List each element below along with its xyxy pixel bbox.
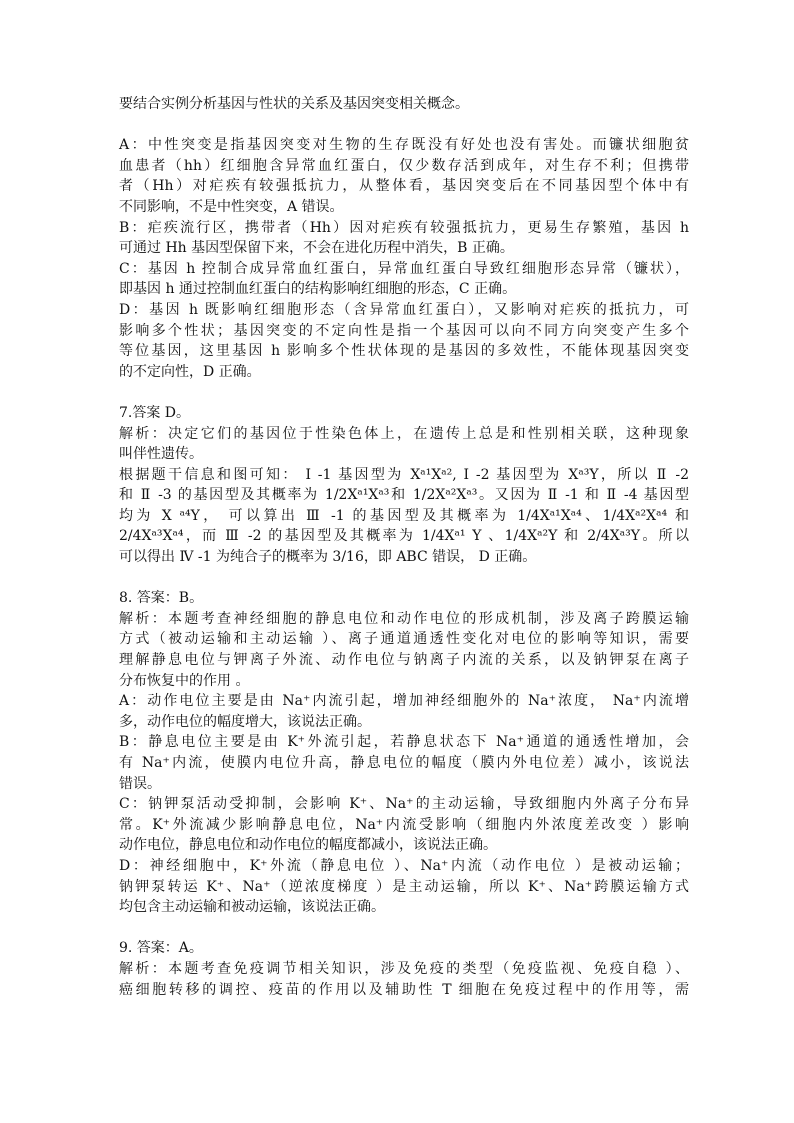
text-line: 方式（被动运输和主动运输 ）、离子通道通透性变化对电位的影响等知识，需要 [119, 631, 689, 648]
q9-answer [119, 938, 689, 1000]
text-line: 2/4Xᵃ³Xᵃ⁴，而 Ⅲ -2 的基因型及其概率为 1/4Xᵃ¹ Y 、1/4Xᵃ²Y 和 2/4Xᵃ³Y。所以 [119, 528, 689, 545]
text-line: 常。K⁺外流减少影响静息电位，Na⁺内流受影响（细胞内外浓度差改变 ）影响 [119, 816, 689, 833]
text-line: 解析：本题考查神经细胞的静息电位和动作电位的形成机制，涉及离子跨膜运输 [119, 610, 689, 627]
text-line: A：动作电位主要是由 Na⁺内流引起，增加神经细胞外的 Na⁺浓度， Na⁺内流增 [119, 693, 689, 710]
text-line: 动作电位，静息电位和动作电位的幅度都减小，该说法正确。 [119, 837, 497, 854]
text-line: B：疟疾流行区，携带者（Hh）因对疟疾有较强抵抗力，更易生存繁殖，基因 h [119, 219, 689, 236]
text-line: 有 Na⁺内流，使膜内电位升高，静息电位的幅度（膜内外电位差）减小，该说法 [119, 755, 689, 771]
text-line: 均为 X ᵃ⁴Y， 可以算出 Ⅲ -1 的基因型及其概率为 1/4Xᵃ¹Xᵃ⁴、1/4Xᵃ²Xᵃ⁴ 和 [119, 507, 689, 524]
text-line: 可通过 Hh 基因型保留下来，不会在进化历程中消失，B 正确。 [119, 240, 514, 257]
text-line: 影响多个性状；基因突变的不定向性是指一个基因可以向不同方向突变产生多个 [119, 322, 689, 339]
text-line: 可以得出 Ⅳ -1 为纯合子的概率为 3/16，即 ABC 错误， D 正确。 [119, 549, 537, 566]
q8-answer [119, 588, 689, 918]
text-line: 叫伴性遗传。 [119, 446, 203, 463]
q6-analysis [119, 135, 689, 382]
answer-heading: 7.答案 D。 [119, 404, 191, 421]
text-line: 分布恢复中的作用 。 [119, 672, 250, 689]
text-line: 癌细胞转移的调控、疫苗的作用以及辅助性 T 细胞在免疫过程中的作用等，需 [119, 981, 689, 998]
text-line: B：静息电位主要是由 K⁺外流引起，若静息状态下 Na⁺通道的通透性增加，会 [119, 734, 689, 751]
text-line: 者（Hh）对疟疾有较强抵抗力，从整体看，基因突变后在不同基因型个体中有 [119, 178, 689, 195]
text-line: 理解静息电位与钾离子外流、动作电位与钠离子内流的关系，以及钠钾泵在离子 [119, 652, 689, 669]
paragraph-gap [119, 382, 689, 403]
text-line: 的不定向性，D 正确。 [119, 363, 261, 380]
text-line: C：钠钾泵活动受抑制，会影响 K⁺、Na⁺的主动运输，导致细胞内外离子分布异 [119, 796, 689, 813]
text-line: D：神经细胞中，K⁺外流（静息电位 ）、Na⁺内流（动作电位 ）是被动运输； [119, 857, 689, 874]
text-line: D：基因 h 既影响红细胞形态（含异常血红蛋白），又影响对疟疾的抵抗力，可 [119, 301, 689, 318]
intro-line: 要结合实例分析基因与性状的关系及基因突变相关概念。 [119, 96, 469, 112]
answer-heading: 8. 答案：B。 [119, 590, 204, 607]
text-line: 错误。 [119, 775, 161, 792]
text-line: A：中性突变是指基因突变对生物的生存既没有好处也没有害处。而镰状细胞贫 [119, 137, 689, 154]
text-line: 等位基因，这里基因 h 影响多个性状体现的是基因的多效性，不能体现基因突变 [119, 343, 689, 360]
answer-heading: 9. 答案：A。 [119, 940, 203, 957]
text-line: 血患者（hh）红细胞含异常血红蛋白，仅少数存活到成年，对生存不利；但携带 [119, 157, 689, 174]
text-line: 解析：决定它们的基因位于性染色体上，在遗传上总是和性别相关联，这种现象 [119, 425, 689, 442]
paragraph-gap [119, 568, 689, 589]
text-line: 和 Ⅱ -3 的基因型及其概率为 1/2Xᵃ¹Xᵃ³和 1/2Xᵃ²Xᵃ³。又因为 Ⅱ -1 和 Ⅱ -4 基因型 [119, 487, 689, 504]
text-line: 钠钾泵转运 K⁺、Na⁺（逆浓度梯度 ）是主动运输，所以 K⁺、Na⁺跨膜运输方式 [119, 878, 689, 895]
text-line: 即基因 h 通过控制血红蛋白的结构影响红细胞的形态，C 正确。 [119, 281, 517, 298]
paragraph-gap [119, 918, 689, 939]
paragraph-gap [119, 115, 689, 136]
text-line: 多，动作电位的幅度增大，该说法正确。 [119, 713, 371, 730]
text-line: 均包含主动运输和被动运输，该说法正确。 [119, 899, 385, 916]
text-line: C：基因 h 控制合成异常血红蛋白，异常血红蛋白导致红细胞形态异常（镰状）， [119, 260, 689, 277]
text-line: 不同影响，不是中性突变，A 错误。 [119, 198, 344, 215]
q7-answer [119, 403, 689, 568]
text-line: 解析：本题考查免疫调节相关知识，涉及免疫的类型（免疫监视、免疫自稳 ）、 [119, 960, 689, 977]
document-page [119, 94, 689, 1000]
text-line: 根据题干信息和图可知： I -1 基因型为 Xᵃ¹Xᵃ², I -2 基因型为 Xᵃ³Y，所以 Ⅱ -2 [119, 466, 689, 483]
